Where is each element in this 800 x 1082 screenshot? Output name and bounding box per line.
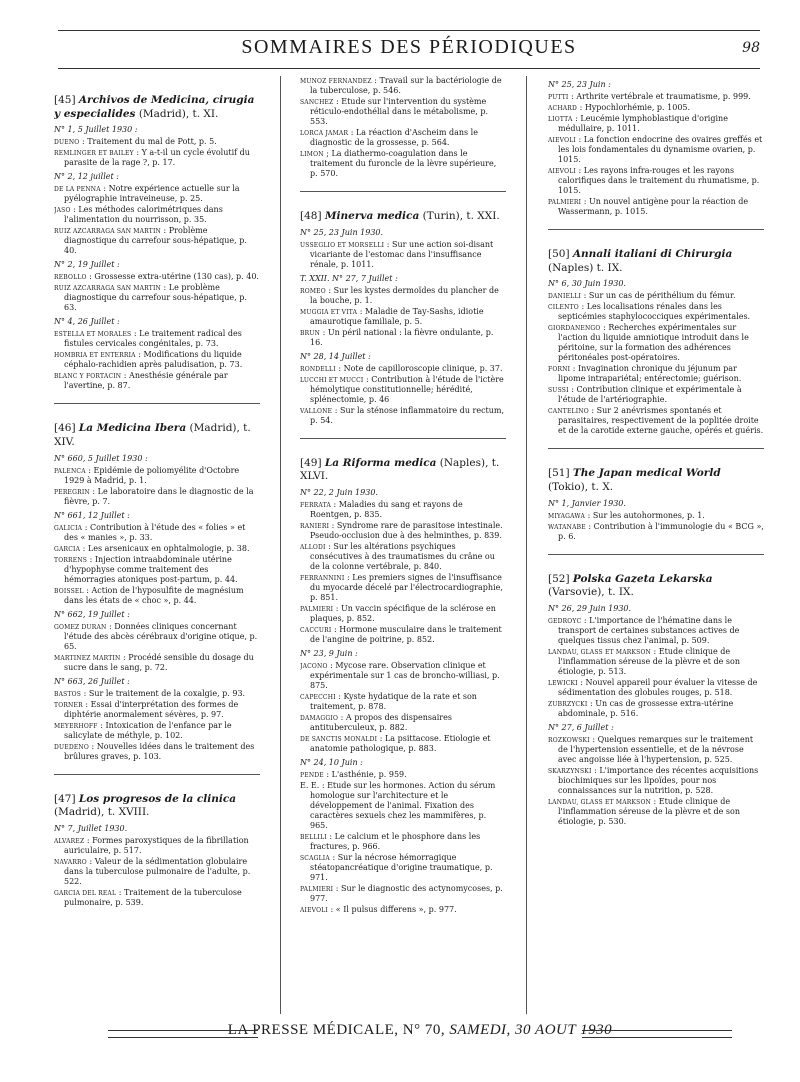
article-entry bbox=[54, 555, 260, 585]
section-divider bbox=[54, 774, 260, 775]
journal-place: (Madrid), t. XIV. bbox=[54, 422, 251, 448]
article-author: DAMAGGIO bbox=[300, 714, 339, 722]
issue-heading: N° 2, 12 juillet : bbox=[54, 172, 119, 182]
article-author: USSEGLIO ET MORSELLI bbox=[300, 241, 385, 249]
article-author: CAPECCHI bbox=[300, 693, 336, 701]
article-entry bbox=[54, 184, 260, 204]
journal-place: (Naples) t. IX. bbox=[548, 261, 623, 274]
column-separator bbox=[526, 76, 527, 1014]
article-title: : Etude clinique de l'inflammation séreuse de la plèvre et de son étiologie, p. 513. bbox=[558, 646, 741, 676]
article-title: : Etude clinique de l'inflammation séreuse de la plèvre et de son étiologie, p. 530. bbox=[558, 796, 741, 826]
article-entry bbox=[54, 857, 260, 887]
article-title: : Formes paroxystiques de la fibrillation auriculaire, p. 517. bbox=[64, 835, 249, 855]
article-author: RANIERI bbox=[300, 522, 330, 530]
article-author: CACCURI bbox=[300, 626, 332, 634]
article-author: LORCA JAMAR bbox=[300, 130, 349, 137]
article-title: : Injection intraabdominale utérine d'hypophyse comme traitement des hémorragies atoniques post-partum, p. 44. bbox=[64, 554, 238, 584]
article-entry bbox=[54, 466, 260, 486]
issue-heading: N° 7, Juillet 1930. bbox=[54, 823, 128, 833]
article-entry bbox=[54, 653, 260, 673]
section-number: [49] bbox=[300, 456, 322, 469]
article-entry bbox=[548, 291, 764, 301]
issue-heading: N° 25, 23 Juin : bbox=[548, 80, 611, 89]
journal-place: (Tokio), t. X. bbox=[548, 480, 614, 493]
article-title: : A propos des dispensaires antituberculeux, p. 882. bbox=[310, 712, 452, 732]
article-title: : Contribution clinique et expérimentale à l'étude de l'artériographie. bbox=[558, 385, 742, 405]
article-entry bbox=[54, 226, 260, 256]
article-title: : Action de l'hyposulfite de magnésium dans les états de « choc », p. 44. bbox=[64, 585, 244, 605]
article-author: RUIZ AZCARRAGA SAN MARTIN bbox=[54, 228, 161, 236]
article-title: : Le traitement radical des fistules cervicales congénitales, p. 73. bbox=[64, 329, 242, 349]
article-title: : Recherches expérimentales sur l'action du liquide amniotique introduit dans le péritoine, sur la formation des adhérences péritonéales post-opératoires. bbox=[558, 323, 749, 363]
issue-heading: N° 24, 10 Juin : bbox=[300, 757, 363, 767]
article-title: : La réaction d'Ascheim dans le diagnostic de la grossesse, p. 564. bbox=[310, 128, 478, 147]
article-author: MUGGIA ET VITA bbox=[300, 308, 358, 316]
article-title: : Invagination chronique du jéjunum par lipome intrapariétal; entérectomie; guérison. bbox=[558, 364, 742, 384]
issue-heading: N° 662, 19 Juillet : bbox=[54, 609, 130, 619]
article-title: : Sur 2 anévrismes spontanés et parasitaires, respectivement de la poplitée droite et de la carotide externe gauche, opérés et guéris. bbox=[558, 406, 764, 436]
journal-name: The Japan medical World bbox=[572, 467, 721, 480]
issue-heading: N° 663, 26 Juillet : bbox=[54, 676, 130, 686]
article-title: : Sur un cas de périthélium du fémur. bbox=[581, 291, 736, 301]
journal-place: (Madrid), t. XI. bbox=[138, 107, 219, 120]
page-number: 98 bbox=[742, 40, 760, 56]
article-title: : Contribution à l'immunologie du « BCG », p. 6. bbox=[558, 521, 764, 541]
article-entry bbox=[54, 689, 260, 699]
article-author: TORRENS bbox=[54, 556, 88, 564]
article-title: : L'importance des récentes acquisitions biochimiques sur les lipoïdes, pour nos connaissances sur la nutrition, p. 528. bbox=[558, 765, 759, 795]
article-title: : Maladies du sang et rayons de Roentgen, p. 835. bbox=[310, 499, 463, 519]
article-title: : Un nouvel antigène pour la réaction de Wassermann, p. 1015. bbox=[558, 197, 749, 216]
article-entry bbox=[548, 699, 764, 719]
article-author: GARCIA DEL REAL bbox=[54, 889, 117, 897]
article-entry bbox=[548, 647, 764, 677]
article-title: : La fonction endocrine des ovaires greffés et les lois fondamentales du dynamisme ovarien, p. 1015. bbox=[558, 135, 763, 164]
article-author: AIEVOLI bbox=[300, 906, 328, 914]
journal-name: Annali italiani di Chirurgia bbox=[572, 248, 733, 260]
article-entry bbox=[54, 586, 260, 606]
article-entry bbox=[300, 128, 506, 148]
article-title: : Le laboratoire dans le diagnostic de la fièvre, p. 7. bbox=[64, 486, 254, 506]
article-author: DE SANCTIS MONALDI bbox=[300, 735, 378, 743]
article-title: : Notre expérience actuelle sur la pyélographie intraveineuse, p. 25. bbox=[64, 184, 240, 204]
journal-name: La Riforma medica bbox=[324, 456, 437, 469]
column-2 bbox=[300, 76, 506, 1014]
article-entry bbox=[300, 521, 506, 541]
section-divider bbox=[54, 403, 260, 404]
article-entry bbox=[300, 149, 506, 179]
article-title: : La psittacose. Etiologie et anatomie pathologique, p. 883. bbox=[310, 733, 491, 753]
article-title: : Sur la nécrose hémorragique stéatopancréatique d'origine traumatique, p. 971. bbox=[310, 852, 493, 882]
article-title: : Y a-t-il un cycle évolutif du parasite de la rage ?, p. 17. bbox=[64, 148, 250, 168]
journal-name: Archivos de Medicina, cirugia y especialides bbox=[54, 94, 255, 120]
issue-heading: N° 23, 9 Juin : bbox=[300, 648, 358, 658]
article-entry bbox=[54, 700, 260, 720]
article-author: GALICIA bbox=[54, 524, 83, 532]
article-author: WATANABE bbox=[548, 523, 586, 531]
article-entry bbox=[54, 523, 260, 543]
article-author: ACHARD bbox=[548, 105, 578, 112]
article-entry bbox=[300, 905, 506, 915]
article-title: : Quelques remarques sur le traitement de l'hypertension essentielle, et de la névrose avec angoisse liée à l'hypertension, p. 525. bbox=[558, 734, 754, 764]
article-entry bbox=[548, 616, 764, 646]
article-author: GOMEZ DURAN bbox=[54, 623, 107, 631]
article-author: GEDROYC bbox=[548, 617, 582, 625]
article-title: : Mycose rare. Observation clinique et expérimentale sur 1 cas de broncho-williasi, p. 875. bbox=[310, 660, 500, 690]
article-entry bbox=[300, 573, 506, 603]
issue-heading: N° 1, 5 Juillet 1930 : bbox=[54, 125, 138, 135]
article-author: ROZKOWSKI bbox=[548, 736, 590, 744]
article-title: : Sur les altérations psychiques consécutives à des traumatismes du crâne ou de la colonne vertébrale, p. 840. bbox=[310, 541, 495, 571]
section-title bbox=[300, 210, 506, 224]
article-entry bbox=[300, 364, 506, 374]
article-entry bbox=[548, 166, 764, 196]
article-title: : L'asthénie, p. 959. bbox=[323, 769, 407, 779]
section-number: [45] bbox=[54, 94, 76, 106]
article-title: : « Il pulsus differens », p. 977. bbox=[327, 904, 457, 914]
column-3 bbox=[548, 76, 764, 1014]
article-author: BELLILI bbox=[300, 833, 327, 841]
article-author: PUTTI bbox=[548, 94, 569, 101]
article-author: MUNOZ FERNANDEZ bbox=[300, 78, 372, 85]
article-author: PENDE bbox=[300, 771, 324, 779]
section-divider bbox=[300, 438, 506, 439]
article-author: ALLODI bbox=[300, 543, 326, 551]
article-author: CILENTO bbox=[548, 304, 579, 312]
article-title: : Contribution à l'étude des « folies » et des « manies », p. 33. bbox=[64, 522, 246, 542]
article-title: : Un cas de grossesse extra-utérine abdominale, p. 516. bbox=[558, 698, 734, 718]
issue-heading: N° 660, 5 Juillet 1930 : bbox=[54, 453, 148, 463]
article-entry bbox=[300, 76, 506, 96]
article-entry bbox=[300, 781, 506, 831]
article-author: REBOLLO bbox=[54, 274, 87, 282]
issue-heading: T. XXII. N° 27, 7 Juillet : bbox=[300, 273, 398, 283]
article-author: PALENCA bbox=[54, 467, 86, 475]
journal-name: Los progresos de la clinica bbox=[78, 792, 237, 805]
article-entry bbox=[300, 884, 506, 904]
article-entry bbox=[548, 385, 764, 405]
section-number: [52] bbox=[548, 572, 570, 585]
article-entry bbox=[54, 742, 260, 762]
article-entry bbox=[300, 625, 506, 645]
article-title: ; La diathermo-coagulation dans le traitement du furoncle de la lèvre supérieure, p. 570. bbox=[310, 149, 497, 178]
article-entry bbox=[300, 500, 506, 520]
section-divider bbox=[548, 229, 764, 230]
article-entry bbox=[54, 622, 260, 652]
journal-place: (Varsovie), t. IX. bbox=[548, 586, 634, 599]
article-entry bbox=[548, 323, 764, 363]
issue-heading: N° 4, 26 Juillet : bbox=[54, 317, 120, 327]
article-entry bbox=[300, 328, 506, 348]
header-top-rule bbox=[58, 30, 760, 31]
section-divider bbox=[548, 448, 764, 449]
article-title: : Etude sur l'intervention du système réticulo-endothélial dans le métabolisme, p. 553. bbox=[310, 97, 489, 126]
article-title: : Sur les kystes dermoïdes du plancher de la bouche, p. 1. bbox=[310, 285, 499, 305]
section-divider bbox=[548, 554, 764, 555]
footer-rule-left bbox=[108, 1030, 258, 1038]
article-author: LANDAU, GLASS ET MARKSON bbox=[548, 798, 652, 806]
article-title: : Problème diagnostique du carrefour sous-hépatique, p. 40. bbox=[64, 226, 247, 256]
article-entry bbox=[548, 114, 764, 134]
article-title: : Traitement de la tuberculose pulmonaire, p. 539. bbox=[64, 887, 242, 907]
article-author: DUENO bbox=[54, 139, 80, 147]
section-title bbox=[548, 467, 764, 494]
article-entry bbox=[300, 240, 506, 270]
article-title: : Maladie de Tay-Sashs, idiotie amaurotique familiale, p. 5. bbox=[310, 306, 484, 326]
section-title bbox=[548, 248, 764, 275]
article-entry bbox=[54, 487, 260, 507]
article-entry bbox=[300, 406, 506, 426]
article-author: SUSSI bbox=[548, 387, 569, 395]
article-author: LIMON bbox=[300, 151, 324, 158]
article-entry bbox=[300, 661, 506, 691]
section-number: [51] bbox=[548, 467, 570, 480]
section-divider bbox=[300, 191, 506, 192]
page-title: SOMMAIRES DES PÉRIODIQUES bbox=[241, 36, 577, 58]
columns bbox=[54, 76, 766, 1014]
article-author: ESTELLA ET MORALES bbox=[54, 331, 132, 339]
article-entry bbox=[548, 797, 764, 827]
article-title: : Les premiers signes de l'insuffisance du myocarde décelé par l'électrocardiographie, p. 851. bbox=[310, 572, 503, 602]
article-author: HOMBRIA ET ENTERRIA bbox=[54, 352, 136, 360]
article-author: SKARZYNSKI bbox=[548, 767, 592, 775]
article-entry bbox=[300, 307, 506, 327]
article-author: DUEDENO bbox=[54, 743, 90, 751]
article-title: : Contribution à l'étude de l'ictère hémolytique constitutionnelle; hérédité, splénectomie, p. 46 bbox=[310, 374, 504, 404]
article-author: PALMIERI bbox=[300, 605, 334, 613]
article-title: : Note de capilloroscopie clinique, p. 37. bbox=[335, 363, 503, 373]
journal-name: La Medicina Ibera bbox=[78, 422, 187, 435]
article-author: LUCCHI ET MUCCI bbox=[300, 376, 364, 384]
article-entry bbox=[548, 135, 764, 165]
column-1 bbox=[54, 76, 260, 1014]
article-entry bbox=[54, 148, 260, 168]
section-title bbox=[54, 793, 260, 820]
article-title: : Traitement du mal de Pott, p. 5. bbox=[79, 137, 217, 147]
article-entry bbox=[54, 888, 260, 908]
issue-heading: N° 27, 6 Juillet : bbox=[548, 722, 614, 732]
article-author: NAVARRO bbox=[54, 858, 87, 866]
article-author: TORNER bbox=[54, 701, 83, 709]
article-title: : Procédé sensible du dosage du sucre dans le sang, p. 72. bbox=[64, 652, 254, 672]
article-entry bbox=[548, 522, 764, 542]
article-entry bbox=[548, 302, 764, 322]
issue-heading: N° 25, 23 Juin 1930. bbox=[300, 227, 384, 237]
article-title: : Les méthodes calorimétriques dans l'alimentation du nourrisson, p. 35. bbox=[64, 205, 223, 225]
article-author: ALVAREZ bbox=[54, 837, 85, 845]
journal-place: (Turin), t. XXI. bbox=[422, 210, 500, 222]
article-title: : Le problème diagnostique du carrefour sous-hépatique, p. 63. bbox=[64, 283, 247, 313]
article-entry bbox=[54, 205, 260, 225]
article-entry bbox=[300, 692, 506, 712]
article-title: : Modifications du liquide céphalo-rachidien après paludisation, p. 73. bbox=[64, 350, 243, 370]
section-number: [46] bbox=[54, 422, 76, 435]
article-title: : Un vaccin spécifique de la sclérose en plaques, p. 852. bbox=[310, 603, 496, 623]
article-author: GIORDANENGO bbox=[548, 325, 601, 333]
article-author: VALLONE bbox=[300, 407, 333, 415]
issue-heading: N° 6, 30 Juin 1930. bbox=[548, 279, 626, 289]
header-bottom-rule bbox=[58, 68, 760, 69]
article-author: FERRATA bbox=[300, 501, 331, 509]
article-title: : Les arsenicaux en ophtalmologie, p. 38. bbox=[80, 543, 250, 553]
article-entry bbox=[54, 329, 260, 349]
article-title: : L'importance de l'hématine dans le transport de certaines substances actives de quelques tissus chez l'animal, p. 509. bbox=[558, 615, 740, 645]
article-title: : Un péril national : la fièvre ondulante, p. 16. bbox=[310, 327, 494, 347]
article-author: BRUN bbox=[300, 329, 321, 337]
article-author: SANCHEZ bbox=[300, 99, 334, 106]
article-author: FERRANNINI bbox=[300, 574, 345, 582]
article-title: : Nouvel appareil pour évaluer la vitesse de sédimentation des globules rouges, p. 518. bbox=[558, 677, 758, 697]
article-author: MARTINEZ MARTIN bbox=[54, 654, 121, 662]
article-author: MIYAGAWA bbox=[548, 512, 586, 520]
article-title: : Hormone musculaire dans le traitement de l'angine de poitrine, p. 852. bbox=[310, 624, 502, 644]
article-author: ZUBRZYCKI bbox=[548, 700, 588, 708]
article-entry bbox=[300, 604, 506, 624]
article-title: : Sur les autohormones, p. 1. bbox=[585, 510, 705, 520]
article-title: : Les rayons infra-rouges et les rayons calorifiques dans le traitement du rhumatisme, p. 1015. bbox=[558, 166, 760, 195]
article-entry bbox=[548, 92, 764, 102]
article-title: : Leucémie lymphoblastique d'origine médullaire, p. 1011. bbox=[558, 114, 728, 133]
article-title: : Sur le traitement de la coxalgie, p. 93. bbox=[81, 688, 246, 698]
article-author: BASTOS bbox=[54, 690, 82, 698]
section-title bbox=[300, 457, 506, 484]
article-title: : Travail sur la bactériologie de la tuberculose, p. 546. bbox=[310, 76, 502, 95]
article-author: BOISSEL bbox=[54, 587, 84, 595]
article-author: PALMIERI bbox=[300, 885, 334, 893]
article-title: : Anesthésie générale par l'avertine, p. 87. bbox=[64, 371, 228, 391]
article-entry bbox=[300, 542, 506, 572]
section-number: [50] bbox=[548, 248, 570, 260]
article-title: : Nouvelles idées dans le traitement des brûlures graves, p. 103. bbox=[64, 741, 255, 761]
article-entry bbox=[548, 364, 764, 384]
article-author: JACONO bbox=[300, 662, 328, 670]
article-entry bbox=[300, 713, 506, 733]
section-number: [47] bbox=[54, 792, 76, 805]
article-title: : Intoxication de l'enfance par le salicylate de méthyle, p. 102. bbox=[64, 720, 232, 740]
article-author: RONDELLI bbox=[300, 365, 336, 373]
article-author: LEWICKI bbox=[548, 679, 578, 687]
article-entry bbox=[300, 770, 506, 780]
article-author: DANIELLI bbox=[548, 293, 582, 301]
article-author: BLANC Y FORTACIN bbox=[54, 373, 122, 381]
article-entry bbox=[548, 766, 764, 796]
article-author: JASO bbox=[54, 207, 71, 215]
article-title: : Le calcium et le phosphore dans les fractures, p. 966. bbox=[310, 831, 481, 851]
column-separator bbox=[280, 76, 281, 1014]
article-title: : Sur le diagnostic des actynomycoses, p. 977. bbox=[310, 883, 503, 903]
article-entry bbox=[548, 406, 764, 436]
issue-heading: N° 26, 29 Juin 1930. bbox=[548, 603, 632, 613]
footer-rule-right bbox=[582, 1030, 732, 1038]
article-author: MEYERHOFF bbox=[54, 722, 98, 730]
article-title: : Essai d'interprétation des formes de diphtérie anormalement sévères, p. 97. bbox=[64, 699, 239, 719]
journal-name: Minerva medica bbox=[324, 210, 420, 222]
article-entry bbox=[548, 197, 764, 217]
article-author: RUIZ AZCARRAGA SAN MARTIN bbox=[54, 285, 161, 293]
journal-place: (Naples), t. XLVI. bbox=[300, 456, 500, 483]
article-author: LIOTTA bbox=[548, 116, 573, 123]
article-title: : Syndrome rare de parasitose intestinale. Pseudo-occlusion due à des helminthes, p. 839. bbox=[310, 520, 503, 540]
issue-heading: N° 661, 12 Juillet : bbox=[54, 510, 130, 520]
article-author: GARCIA bbox=[54, 545, 81, 553]
article-entry bbox=[548, 511, 764, 521]
article-entry bbox=[54, 137, 260, 147]
article-entry bbox=[300, 286, 506, 306]
article-author: ROMEO bbox=[300, 287, 326, 295]
issue-heading: N° 2, 19 Juillet : bbox=[54, 260, 120, 270]
article-author: AIEVOLI bbox=[548, 168, 576, 175]
article-entry bbox=[54, 272, 260, 282]
issue-heading: N° 22, 2 Juin 1930. bbox=[300, 487, 378, 497]
section-title bbox=[54, 422, 260, 449]
article-entry bbox=[54, 350, 260, 370]
article-title: : Kyste hydatique de la rate et son traitement, p. 878. bbox=[310, 691, 477, 711]
article-author: LANDAU, GLASS ET MARKSON bbox=[548, 648, 652, 656]
issue-heading: N° 1, Janvier 1930. bbox=[548, 498, 626, 508]
article-author: SCAGLIA bbox=[300, 854, 330, 862]
article-title: : Sur la sténose inflammatoire du rectum, p. 54. bbox=[310, 405, 505, 425]
journal-issue: LA PRESSE MÉDICALE, N° 70, bbox=[227, 1022, 446, 1038]
article-entry bbox=[548, 103, 764, 113]
section-title bbox=[548, 573, 764, 600]
page-header bbox=[58, 30, 760, 70]
article-entry bbox=[300, 734, 506, 754]
article-entry bbox=[548, 735, 764, 765]
article-entry bbox=[300, 853, 506, 883]
article-title: : Grossesse extra-utérine (130 cas), p. 40. bbox=[86, 272, 259, 282]
article-author: REMLINGER ET BAILEY bbox=[54, 150, 134, 158]
article-title: : Hypochlorhémie, p. 1005. bbox=[577, 103, 691, 112]
article-entry bbox=[300, 97, 506, 127]
journal-name: Polska Gazeta Lekarska bbox=[572, 572, 713, 585]
article-entry bbox=[54, 544, 260, 554]
article-author: CANTELINO bbox=[548, 408, 589, 416]
article-title: : Les localisations rénales dans les septicémies staphylococciques expérimentales. bbox=[558, 302, 751, 322]
journal-place: (Madrid), t. XVIII. bbox=[54, 806, 150, 819]
article-author: AIEVOLI bbox=[548, 137, 576, 144]
section-number: [48] bbox=[300, 210, 322, 222]
section-title bbox=[54, 94, 260, 121]
article-title: : Valeur de la sédimentation globulaire dans la tuberculose pulmonaire de l'adulte, p. 522. bbox=[64, 856, 251, 886]
page-footer bbox=[108, 1022, 732, 1044]
article-entry bbox=[300, 375, 506, 405]
issue-date: SAMEDI, 30 AOUT 1930 bbox=[449, 1022, 613, 1038]
article-title: : Epidémie de poliomyélite d'Octobre 1929 à Madrid, p. 1. bbox=[64, 465, 240, 485]
issue-heading: N° 28, 14 Juillet : bbox=[300, 351, 371, 361]
article-author: FORNI bbox=[548, 366, 571, 374]
article-title: : Arthrite vertébrale et traumatisme, p. 999. bbox=[568, 92, 751, 101]
article-author: PALMIERI bbox=[548, 199, 582, 206]
article-entry bbox=[54, 371, 260, 391]
article-entry bbox=[300, 832, 506, 852]
article-entry bbox=[54, 836, 260, 856]
article-title: : Sur une action soi-disant vicariante de l'estomac dans l'insuffisance rénale, p. 1011. bbox=[310, 239, 494, 269]
article-entry bbox=[54, 721, 260, 741]
article-title: : Données cliniques concernant l'étude des abcès cérébraux d'origine otique, p. 65. bbox=[64, 621, 258, 651]
article-title: E. E. : Etude sur les hormones. Action du sérum homologue sur l'architecture et le développement de l'animal. Fixation des caractères sexuels chez les mammifères, p. 965. bbox=[300, 780, 496, 830]
article-author: DE LA PENNA bbox=[54, 186, 101, 194]
article-author: PEREGRIN bbox=[54, 488, 90, 496]
article-entry bbox=[548, 678, 764, 698]
article-entry bbox=[54, 283, 260, 313]
